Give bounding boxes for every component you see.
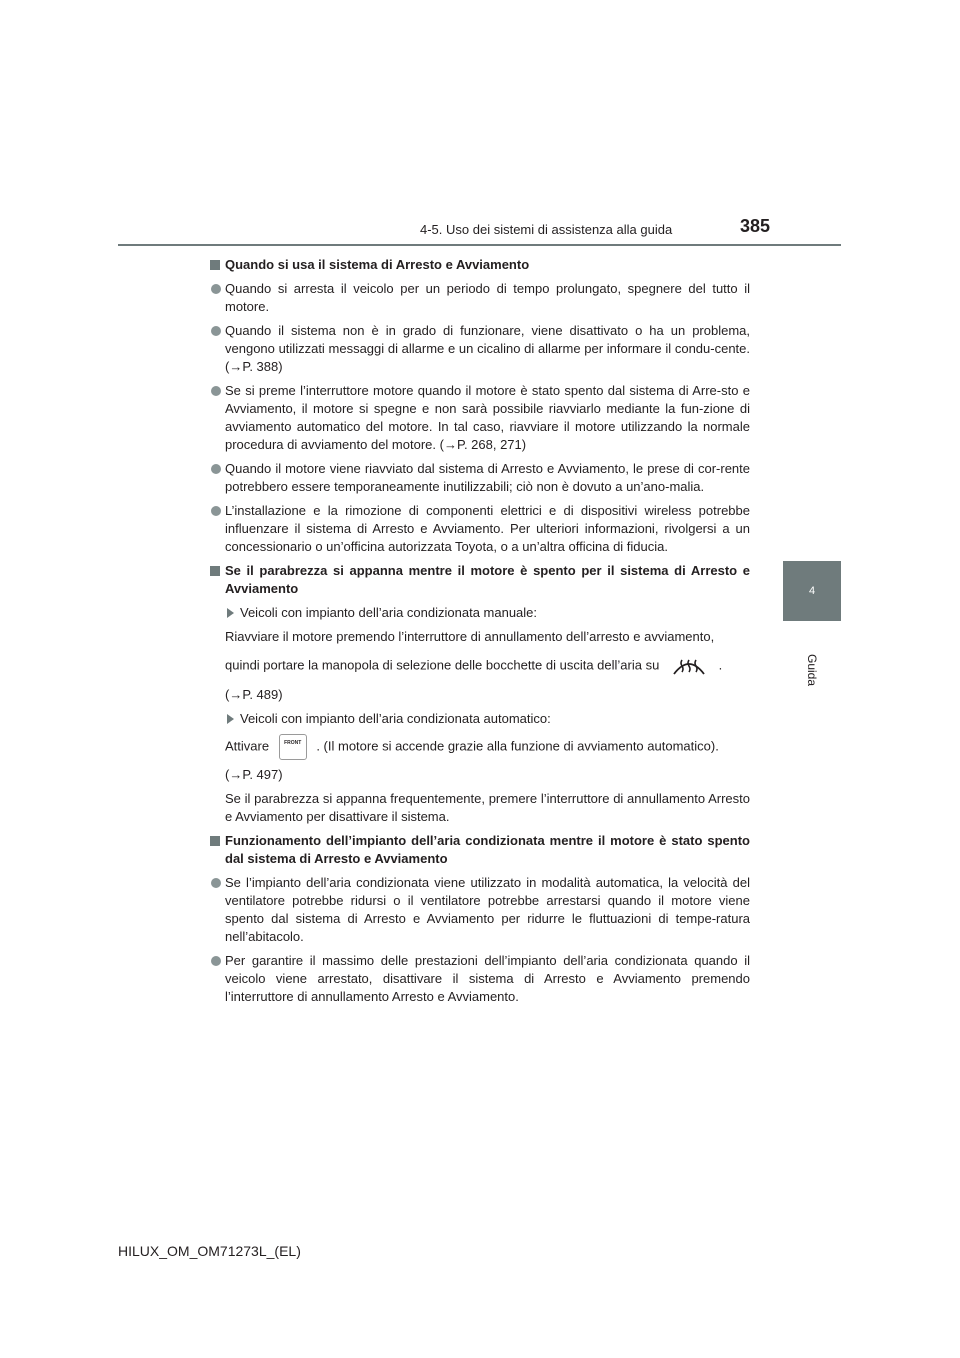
list-item-text: Quando il motore viene riavviato dal sistema di Arresto e Avviamento, le prese di cor-rente potrebbero essere temporaneamente inutilizzabili; ciò non è dovuto a un’ano-malia. — [225, 461, 750, 494]
paragraph-text: quindi portare la manopola di selezione delle bocchette di uscita dell’aria su — [225, 657, 660, 673]
circle-bullet-icon — [211, 956, 221, 966]
triangle-bullet-icon — [227, 608, 234, 618]
chapter-label-text: Guida — [805, 653, 819, 687]
content — [210, 256, 750, 1012]
paragraph-text: Attivare — [225, 738, 270, 754]
square-bullet-icon — [210, 566, 220, 576]
paragraph-with-icon — [210, 652, 750, 680]
circle-bullet-icon — [211, 326, 221, 336]
section-heading-text: Funzionamento dell’impianto dell’aria condizionata mentre il motore è stato spento dal sistema di Arresto e Avviamento — [225, 833, 750, 866]
front-defroster-button-icon — [279, 734, 307, 760]
footer-code: HILUX_OM_OM71273L_(EL) — [118, 1243, 301, 1259]
sub-heading-text: Veicoli con impianto dell’aria condizionata manuale: — [240, 605, 538, 620]
paragraph-text-end: . — [718, 657, 723, 673]
list-item — [210, 280, 750, 316]
circle-bullet-icon — [211, 386, 221, 396]
page-reference: (→P. 497) — [225, 767, 283, 782]
list-item — [210, 502, 750, 556]
page-number: 385 — [740, 216, 771, 236]
square-bullet-icon — [210, 836, 220, 846]
list-item-text: L’installazione e la rimozione di componenti elettrici e di dispositivi wireless potrebbe influenzare il sistema di Arresto e Avviamento. Per ulteriori informazioni, rivolgersi a un concessionario o un’officina autorizzata Toyota, o a un’altra officina di fiducia. — [225, 503, 750, 554]
square-bullet-icon — [210, 260, 220, 270]
list-item — [210, 460, 750, 496]
circle-bullet-icon — [211, 464, 221, 474]
section-heading-text: Se il parabrezza si appanna mentre il motore è spento per il sistema di Arresto e Avviamento — [225, 563, 750, 596]
list-item-text: Quando il sistema non è in grado di funzionare, viene disattivato o ha un problema, vengono utilizzati messaggi di allarme e un cicalino di allarme per informare il condu-cente. (→P. 388) — [225, 323, 750, 374]
header-rule — [118, 244, 841, 246]
paragraph: Riavviare il motore premendo l’interruttore di annullamento dell’arresto e avviamento, — [225, 629, 715, 644]
section-heading-text: Quando si usa il sistema di Arresto e Avviamento — [225, 257, 530, 272]
sub-heading-manual — [210, 604, 750, 622]
list-item — [210, 322, 750, 376]
chapter-tab: 4 — [783, 561, 841, 621]
windshield-defroster-icon — [671, 652, 707, 680]
paragraph-with-button — [210, 734, 750, 760]
header-title: 4-5. Uso dei sistemi di assistenza alla guida — [420, 222, 673, 237]
sub-heading-text: Veicoli con impianto dell’aria condizionata automatico: — [240, 711, 551, 726]
section-heading — [210, 832, 750, 868]
list-item-text: Per garantire il massimo delle prestazioni dell’impianto dell’aria condizionata quando il veicolo viene arrestato, disattivare il sistema di Arresto e Avviamento premendo l’interruttore di annullamento Arresto e Avviamento. — [225, 953, 750, 1004]
chapter-label — [782, 650, 842, 690]
list-item — [210, 952, 750, 1006]
triangle-bullet-icon — [227, 714, 234, 724]
list-item-text: Se si preme l’interruttore motore quando il motore è stato spento dal sistema di Arre-sto e Avviamento, il motore si spegne e non sarà possibile riavviarlo mediante la fun-zione di avviamento automatico del motore. In tal caso, riavviare il motore utilizzando la normale procedura di avviamento del motore. (→P. 268, 271) — [225, 383, 750, 452]
circle-bullet-icon — [211, 878, 221, 888]
paragraph-text: . (Il motore si accende grazie alla funzione di avviamento automatico). — [316, 738, 719, 754]
circle-bullet-icon — [211, 506, 221, 516]
list-item-text: Quando si arresta il veicolo per un periodo di tempo prolungato, spegnere del tutto il motore. — [225, 281, 750, 314]
section-heading — [210, 562, 750, 598]
circle-bullet-icon — [211, 284, 221, 294]
list-item — [210, 382, 750, 454]
list-item — [210, 874, 750, 946]
front-button-label: FRONT — [284, 740, 302, 746]
sub-heading-automatic — [210, 710, 750, 728]
page-reference: (→P. 489) — [225, 687, 283, 702]
list-item-text: Se l’impianto dell’aria condizionata viene utilizzato in modalità automatica, la velocità del ventilatore potrebbe ridursi o il ventilatore potrebbe arrestarsi quando il motore viene spento dal sistema di Arresto e Avviamento per ridurre le fluttuazioni di tempe-ratura nell’abitacolo. — [225, 875, 750, 944]
paragraph: Se il parabrezza si appanna frequentemente, premere l’interruttore di annullamento Arresto e Avviamento per disattivare il sistema. — [225, 791, 750, 824]
section-heading — [210, 256, 750, 274]
